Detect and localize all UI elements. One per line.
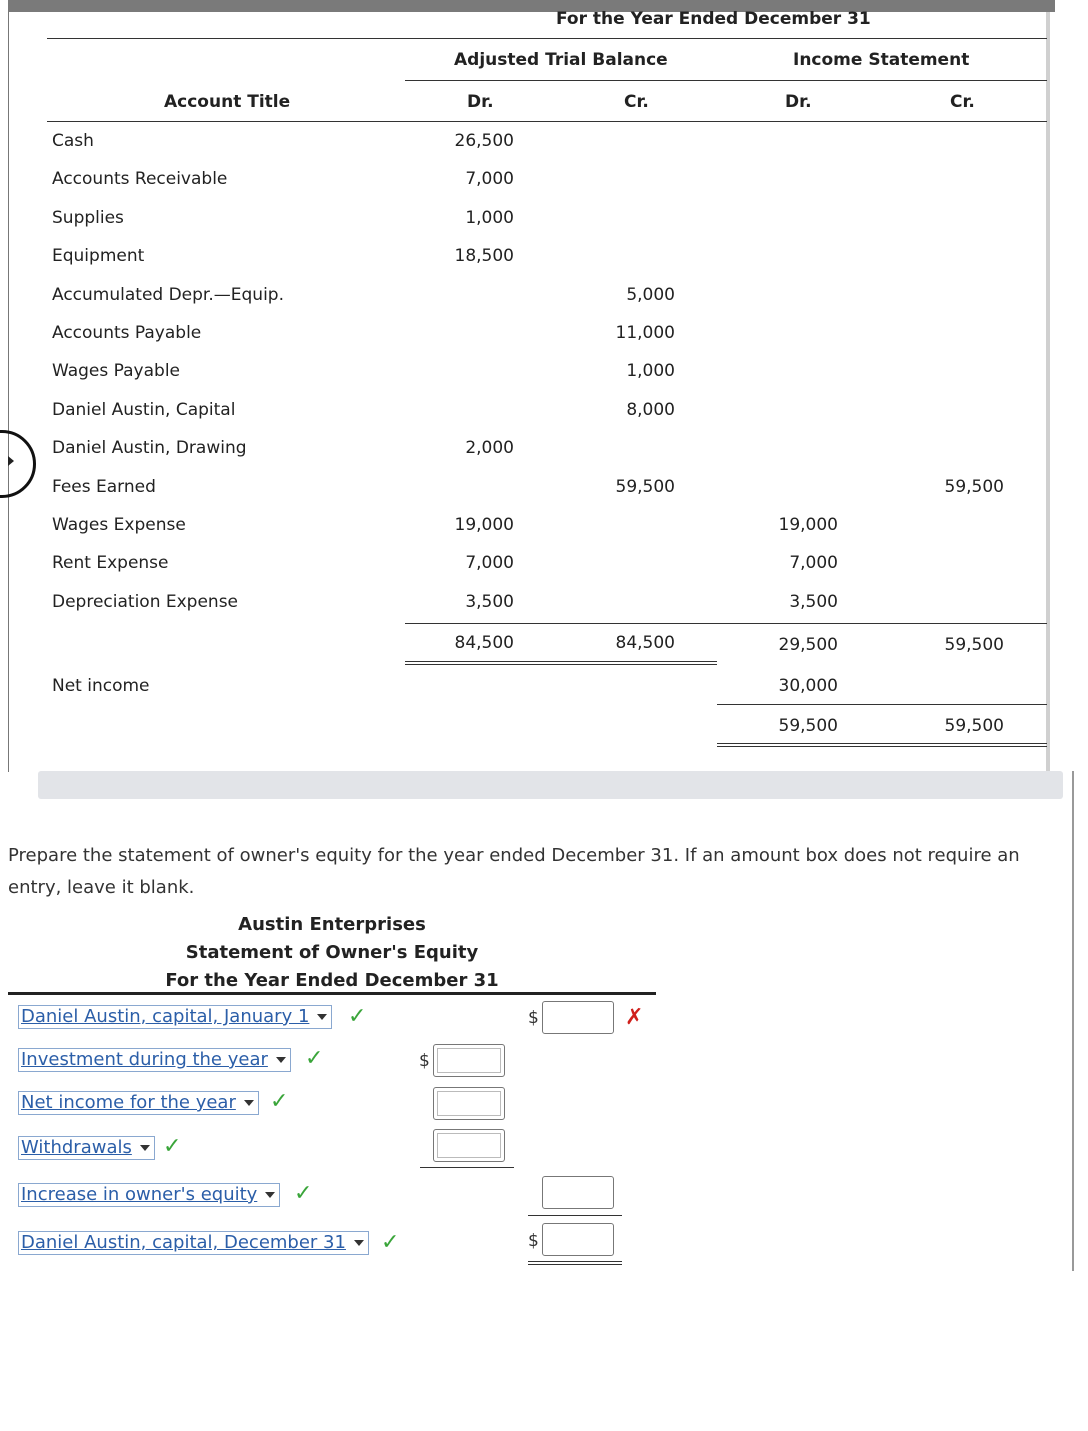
company-name: Austin Enterprises <box>238 914 426 935</box>
divider <box>47 38 1047 39</box>
atb-header: Adjusted Trial Balance <box>454 50 668 70</box>
investment-input[interactable] <box>433 1044 505 1077</box>
amount-is-dr: 19,000 <box>778 515 838 535</box>
total-is-dr: 29,500 <box>778 635 838 655</box>
amount-is-dr: 3,500 <box>789 592 838 612</box>
amount-atb-cr: 59,500 <box>615 477 675 497</box>
scroll-edge <box>1046 12 1050 772</box>
amount-atb-dr: 1,000 <box>465 208 514 228</box>
col-account-title: Account Title <box>164 92 291 112</box>
x-icon: ✗ <box>625 1005 644 1030</box>
account-title: Daniel Austin, Capital <box>52 400 236 420</box>
final-is-dr: 59,500 <box>778 716 838 736</box>
account-title: Equipment <box>52 246 145 266</box>
net-income-input[interactable] <box>433 1087 505 1120</box>
sum-rule <box>528 1215 622 1216</box>
increase-input[interactable] <box>542 1176 614 1209</box>
amount-atb-dr: 7,000 <box>465 553 514 573</box>
net-income-dropdown[interactable]: Net income for the year <box>18 1091 259 1115</box>
divider <box>47 121 1047 122</box>
total-is-cr: 59,500 <box>944 635 1004 655</box>
dollar-sign: $ <box>528 1231 539 1251</box>
check-icon: ✓ <box>270 1089 289 1114</box>
col-atb-dr: Dr. <box>467 92 494 112</box>
account-title: Fees Earned <box>52 477 156 497</box>
chevron-down-icon <box>276 1057 286 1063</box>
col-is-dr: Dr. <box>785 92 812 112</box>
chevron-down-icon <box>140 1145 150 1151</box>
withdrawals-input[interactable] <box>433 1129 505 1162</box>
total-atb-dr: 84,500 <box>454 633 514 653</box>
chevron-down-icon <box>244 1100 254 1106</box>
divider <box>405 80 1047 81</box>
amount-atb-dr: 2,000 <box>465 438 514 458</box>
divider <box>717 704 1047 705</box>
col-atb-cr: Cr. <box>624 92 649 112</box>
sum-rule <box>420 1167 514 1168</box>
dollar-sign: $ <box>528 1008 539 1028</box>
amount-atb-dr: 7,000 <box>465 169 514 189</box>
right-edge <box>1072 771 1074 1271</box>
amount-atb-cr: 11,000 <box>615 323 675 343</box>
col-is-cr: Cr. <box>950 92 975 112</box>
withdrawals-dropdown[interactable]: Withdrawals <box>18 1136 155 1160</box>
check-icon: ✓ <box>163 1134 182 1159</box>
amount-atb-cr: 1,000 <box>626 361 675 381</box>
investment-dropdown[interactable]: Investment during the year <box>18 1048 291 1072</box>
chevron-down-icon <box>317 1014 327 1020</box>
account-title: Accumulated Depr.—Equip. <box>52 285 284 305</box>
check-icon: ✓ <box>294 1181 313 1206</box>
amount-atb-dr: 3,500 <box>465 592 514 612</box>
statement-period: For the Year Ended December 31 <box>165 970 499 991</box>
total-atb-cr: 84,500 <box>615 633 675 653</box>
amount-atb-dr: 19,000 <box>454 515 514 535</box>
is-header: Income Statement <box>793 50 970 70</box>
account-title: Rent Expense <box>52 553 169 573</box>
amount-atb-cr: 5,000 <box>626 285 675 305</box>
account-title: Depreciation Expense <box>52 592 239 612</box>
capital-dec-dropdown[interactable]: Daniel Austin, capital, December 31 <box>18 1231 369 1255</box>
chevron-down-icon <box>354 1240 364 1246</box>
nav-circle-button[interactable] <box>0 430 36 498</box>
check-icon: ✓ <box>305 1046 324 1071</box>
account-title: Accounts Payable <box>52 323 202 343</box>
double-rule <box>528 1264 622 1265</box>
amount-is-cr: 59,500 <box>944 477 1004 497</box>
double-rule <box>405 661 717 662</box>
account-title: Accounts Receivable <box>52 169 228 189</box>
amount-atb-dr: 26,500 <box>454 131 514 151</box>
capital-jan-input[interactable] <box>542 1001 614 1034</box>
net-income-label: Net income <box>52 676 150 696</box>
double-rule <box>717 746 1047 747</box>
dollar-sign: $ <box>419 1051 430 1071</box>
statement-name: Statement of Owner's Equity <box>185 942 479 963</box>
account-title: Wages Payable <box>52 361 181 381</box>
double-rule <box>528 1261 622 1262</box>
capital-dec-input[interactable] <box>542 1223 614 1256</box>
account-title: Wages Expense <box>52 515 186 535</box>
double-rule <box>717 743 1047 744</box>
capital-jan-dropdown[interactable]: Daniel Austin, capital, January 1 <box>18 1005 332 1029</box>
check-icon: ✓ <box>381 1230 400 1255</box>
left-border <box>8 12 9 772</box>
final-is-cr: 59,500 <box>944 716 1004 736</box>
account-title: Cash <box>52 131 94 151</box>
check-icon: ✓ <box>348 1004 367 1029</box>
statement-header-rule <box>8 992 656 995</box>
top-border <box>8 0 1055 12</box>
amount-atb-dr: 18,500 <box>454 246 514 266</box>
chevron-down-icon <box>265 1192 275 1198</box>
account-title: Supplies <box>52 208 124 228</box>
divider <box>405 623 1047 624</box>
amount-is-dr: 7,000 <box>789 553 838 573</box>
section-separator <box>38 771 1063 799</box>
net-income-is-dr: 30,000 <box>778 676 838 696</box>
account-title: Daniel Austin, Drawing <box>52 438 247 458</box>
worksheet-subtitle: For the Year Ended December 31 <box>556 9 871 29</box>
instructions: Prepare the statement of owner's equity for the year ended December 31. If an amount box does not require an entry, leave it blank. <box>8 845 1020 898</box>
amount-atb-cr: 8,000 <box>626 400 675 420</box>
increase-dropdown[interactable]: Increase in owner's equity <box>18 1183 280 1207</box>
double-rule <box>405 664 717 665</box>
play-arrow-icon <box>8 456 14 466</box>
